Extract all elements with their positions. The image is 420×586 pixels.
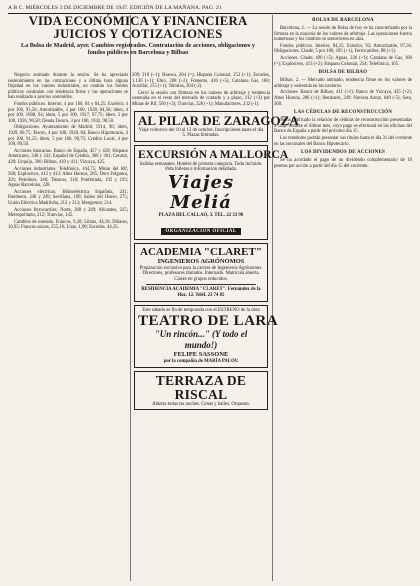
columns [8,15,412,581]
article-paragraph: Los tenedores podrán presentar sus títulos hasta el día 31 del corriente en las sucursales del Banco Hipotecario. [274,135,412,147]
article-subhead: La Bolsa de Madrid, ayer. Cambios registrados. Contratación de acciones, obligaciones y fondos públicos en Barcelona y Bilbao [21,42,255,57]
ad-academia-subtitle: INGENIEROS AGRÓNOMOS [157,257,245,265]
ad-pilar-zaragoza [134,111,299,142]
column-one [8,73,128,581]
headline-secondary: JUICIOS Y COTIZACIONES [53,27,223,41]
ad-academia-text: Preparación exclusiva para la carrera de Ingenieros Agrónomos. Directores, profesores titulados. Internado. Matrícula abierta. Clases en grupos reducidos. [139,265,263,282]
article-paragraph: Cerró la sesión con firmeza en los valores de arbitraje y tendencia sostenida en el resto del mercado de contado y a plazo, 212 (+3) por Minas de Rif, 560 (+2); Tranvías, 226 (+1); Manufactures, 232 (-1). [132,90,270,107]
ad-teatro-lara [134,305,279,368]
article-paragraph: Se ha acordado el pago de un dividendo complementario de 10 pesetas por acción a partir del día 15 del corriente. [274,158,412,169]
article-paragraph: Obligaciones. Ayuntamiento de Madrid, 1914, 90; ídem, 1929, 89,75; Tesoro, 4 por 100, 1928, 84; Banco Hipotecario, 4 por 100, 91,25; ídem, 5 por 100, 99,75; Crédito Local, 4 por 100, 89,50. [8,125,128,148]
ad-academia-divider [146,284,256,285]
article-paragraph: Acciones eléctricas. Hidroeléctrica Española, 241; Iberduero, 248 y 249; Sevillana, 190; Saltos del Duero, 275; Unión Eléctrica Madrileña, 212 y 213; Mengemor, 214. [8,189,128,207]
article-paragraph: Acciones. Chade, 490 (+5); Aguas, 226 (+1); Catalana de Gas, 180 (=); Explosivos, 413 (+2); Hispano Colonial, 254; Telefónica, 165. [274,55,412,67]
article-paragraph: Fondos públicos. Interior, 4 por 100, 84 y 84,25; Exterior, 4 por 100, 93,50; Amortizable, 3 por 100, 1928, 84,50; ídem, 4 por 100, 1908, 94; ídem, 5 por 100, 1917, 97,75; ídem, 3 por 100, 1926, 90,50; Deuda Tesoro, 3 por 100, 1942, 98,50. [8,101,128,124]
article-paragraph: Acciones industriales. Telefónica, 164,75; Minas del Rif, 560; Explosivos, 412 y 413; Altos Hornos, 285; Duro Felguera, 201; Petróleos, 240; Tabacos, 318; Ponferrada, 192 y 193; Aguas Barcelona, 228. [8,166,128,189]
ad-mallorca-badge: ORGANIZACIÓN OFICIAL [161,228,240,235]
column-rule-2 [272,15,273,581]
column-rule-1 [130,15,131,581]
section-title: LOS DIVIDENDOS DE ACCIONES [301,150,385,156]
article-paragraph: Cambios de moneda. Francos, 9,20; Libras, 44,10; Dólares, 10,95; Francos suizos, 255,10; Liras, 1,90; Escudos, 44,35. [8,219,128,231]
ad-academia-title: ACADEMIA "CLARET" [140,245,262,258]
newspaper-page [8,4,412,582]
ad-terraza-text: Abierta todas las noches. Cenas y bailes. Orquesta. [152,401,250,407]
ad-academia-claret [134,243,268,302]
article-paragraph: Acciones. Banco de Bilbao, 411 (+1); Banco de Vizcaya, 425 (+2); Altos Hornos, 286 (+1); Iberduero, 249; Naviera Aznar, 640 (-5); Sota, 300. [274,90,412,107]
ad-lara-author: FELIPE SASSONE [173,351,229,359]
ad-lara-intro: Este sábado es fin de temporada con el ESTRENO de la obra [142,307,260,313]
running-head: A B C. MIÉRCOLES 3 DE DICIEMBRE DE 1947. EDICIÓN DE LA MAÑANA. PAG. 21 [8,4,412,14]
ad-mallorca [134,145,289,240]
column-three-text [274,18,412,169]
ad-pilar-text: Viaje colectivo del 10 al 13 de octubre. Inscripciones hasta el día 5. Plazas limitadas. [138,127,264,139]
column-two-text [132,73,270,108]
column-two [132,73,299,581]
article-paragraph: Acciones bancarias. Banco de España, 457 y 458; Hispano Americano, 340 y 341; Español de Crédito, 360 y 361; Central, 420; Urquijo, 390; Bilbao, 410 y 411; Vizcaya, 425. [8,148,128,165]
article-paragraph: Barcelona, 2. — La sesión de Bolsa de hoy se ha caracterizado por la firmeza en la mayoría de los valores de arbitraje. Las operaciones fueron numerosas y los cambios se sostuvieron en alza. [274,26,412,43]
ad-mallorca-brand: Viajes Meliá [167,171,235,213]
ad-pilar-title: AL PILAR DE ZARAGOZA [138,112,299,128]
article-paragraph: 209; 210 (+1); Huesca, 204 (=); Hispano Colonial, 253 (+1); Escudos, 1.136 (+1); Ebro, 208 (+2); Fomento, 410 (+5); Catalana Gas, 180; Auxiliar, 155 (+1); Nitratos, 204 (-2). [132,73,270,90]
article-body [8,73,128,231]
section-title: BOLSA DE BILBAO [318,70,368,76]
ad-terraza-riscal [134,371,268,411]
section-title: BOLSA DE BARCELONA [312,18,374,23]
ad-academia-footer: RESIDENCIA ACADEMIA "CLARET". Fernández de la Hoz, 12. Teléf. 23 74 85 [141,287,261,298]
article-paragraph: Acciones ferrocarriles. Norte, 268 y 269; Alicantes, 225; Metropolitano, 212; Tranvías, 145. [8,207,128,219]
ad-terraza-title: TERRAZA DE RISCAL [155,372,247,402]
headline-primary: VIDA ECONÓMICA Y FINANCIERA [28,14,248,28]
article-paragraph: Negocio animado durante la sesión. Se ha apreciado sostenimiento en las cotizaciones y a última hora alguna flojedad en los valores industriales, en cambio los fondos públicos continúan con tendencia firme y las operaciones se han realizado a precios sostenidos. [8,73,128,101]
article-paragraph: Bilbao, 2. — Mercado animado, tendencia firme en los valores de arbitraje y sostenida en los navieros. [274,78,412,89]
ad-lara-company: por la compañía de MARÍA PALOU [163,359,239,365]
article-paragraph: Fondos públicos. Interior, 84,25; Exterior, 93; Amortizable, 97,50. Obligaciones. Chade, 5 por 100, 105 (+1); Ferrocarriles, 88 (+1). [274,43,412,55]
ad-lara-theatre: TEATRO DE LARA [138,313,279,330]
ad-mallorca-title: EXCURSIÓN A MALLORCA [138,148,289,161]
column-three [274,15,412,581]
ad-mallorca-address: PLAZA DEL CALLAO, 3. TEL. 22 33 90 [158,212,244,218]
ad-lara-play: "Un rincón..." (Y todo el mundo!) [154,329,248,351]
section-title: LAS CÉDULAS DE RECONSTRUCCIÓN [293,110,393,116]
article-paragraph: Se ha publicado la relación de cédulas de reconstrucción presentadas a canje durante el último mes, cuyo pago se efectuará en las oficinas del Banco de España a partir del próximo día 15. [274,118,412,135]
ad-mallorca-text: Salidas semanales. Hoteles de primera categoría. Todo incluido. Pida folletos e información detallada. [139,161,263,173]
